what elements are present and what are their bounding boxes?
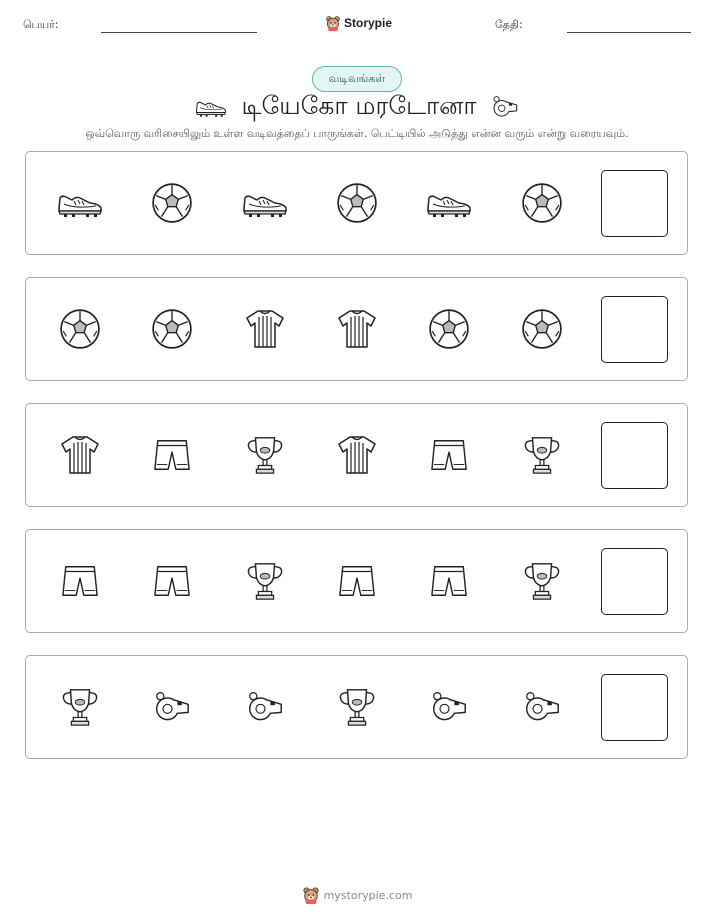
pattern-row-5 bbox=[25, 655, 688, 759]
shoe-icon bbox=[194, 96, 228, 118]
pattern-item bbox=[518, 179, 566, 227]
date-label: தேதி: bbox=[495, 18, 523, 31]
pattern-item bbox=[333, 683, 381, 731]
pattern-item bbox=[241, 305, 289, 353]
whistle-icon bbox=[429, 689, 469, 725]
pattern-item bbox=[148, 683, 196, 731]
trophy-icon bbox=[521, 434, 563, 476]
pattern-item bbox=[425, 557, 473, 605]
pattern-item bbox=[518, 557, 566, 605]
trophy-icon bbox=[244, 434, 286, 476]
pattern-item bbox=[333, 431, 381, 479]
name-label: பெயர்: bbox=[23, 18, 59, 31]
pattern-item bbox=[518, 431, 566, 479]
pattern-item bbox=[56, 179, 104, 227]
answer-box[interactable] bbox=[601, 422, 668, 489]
name-field-line[interactable] bbox=[101, 32, 257, 33]
date-field-line[interactable] bbox=[567, 32, 691, 33]
page-title: டியேகோ மரடோனா bbox=[241, 90, 477, 120]
pattern-item bbox=[56, 557, 104, 605]
shoe-icon bbox=[425, 187, 473, 219]
pattern-item bbox=[241, 683, 289, 731]
pattern-item bbox=[56, 305, 104, 353]
trophy-icon bbox=[59, 686, 101, 728]
pattern-row-2 bbox=[25, 277, 688, 381]
pattern-item bbox=[56, 683, 104, 731]
instruction-text: ஒவ்வொரு வரிசையிலும் உள்ள வடிவத்தைப் பாருங்கள். பெட்டியில் அடுத்து என்ன வரும் என்று வரையவும். bbox=[85, 127, 629, 140]
jersey-icon bbox=[243, 307, 287, 351]
whistle-icon bbox=[522, 689, 562, 725]
pattern-row-3 bbox=[25, 403, 688, 507]
shorts-icon bbox=[59, 562, 101, 600]
shoe-icon bbox=[56, 187, 104, 219]
answer-box[interactable] bbox=[601, 296, 668, 363]
answer-box[interactable] bbox=[601, 674, 668, 741]
footer bbox=[0, 884, 714, 906]
shorts-icon bbox=[428, 562, 470, 600]
pattern-item bbox=[56, 431, 104, 479]
answer-box[interactable] bbox=[601, 548, 668, 615]
ball-icon bbox=[336, 182, 378, 224]
answer-box[interactable] bbox=[601, 170, 668, 237]
brand-logo bbox=[325, 14, 392, 32]
ball-icon bbox=[151, 308, 193, 350]
pattern-item bbox=[425, 305, 473, 353]
pattern-item bbox=[241, 557, 289, 605]
shorts-icon bbox=[151, 436, 193, 474]
pattern-item bbox=[425, 683, 473, 731]
bear-logo-icon bbox=[302, 886, 320, 904]
category-badge: வடிவங்கள் bbox=[312, 66, 402, 92]
jersey-icon bbox=[335, 433, 379, 477]
pattern-item bbox=[241, 179, 289, 227]
ball-icon bbox=[521, 182, 563, 224]
pattern-item bbox=[148, 179, 196, 227]
trophy-icon bbox=[521, 560, 563, 602]
pattern-item bbox=[333, 557, 381, 605]
pattern-row-4 bbox=[25, 529, 688, 633]
shorts-icon bbox=[151, 562, 193, 600]
pattern-item bbox=[148, 431, 196, 479]
pattern-item bbox=[333, 305, 381, 353]
pattern-item bbox=[148, 557, 196, 605]
shorts-icon bbox=[336, 562, 378, 600]
ball-icon bbox=[428, 308, 470, 350]
jersey-icon bbox=[335, 307, 379, 351]
footer-site: mystorypie.com bbox=[323, 888, 413, 902]
whistle-icon bbox=[152, 689, 192, 725]
pattern-item bbox=[425, 179, 473, 227]
bear-logo-icon bbox=[325, 15, 341, 31]
shoe-icon bbox=[241, 187, 289, 219]
trophy-icon bbox=[244, 560, 286, 602]
whistle-icon bbox=[490, 94, 520, 120]
jersey-icon bbox=[58, 433, 102, 477]
brand-name: Storypie bbox=[344, 16, 393, 30]
ball-icon bbox=[521, 308, 563, 350]
pattern-item bbox=[241, 431, 289, 479]
shorts-icon bbox=[428, 436, 470, 474]
pattern-item bbox=[518, 683, 566, 731]
pattern-row-1 bbox=[25, 151, 688, 255]
title-row bbox=[0, 90, 714, 124]
pattern-item bbox=[148, 305, 196, 353]
ball-icon bbox=[151, 182, 193, 224]
trophy-icon bbox=[336, 686, 378, 728]
pattern-item bbox=[518, 305, 566, 353]
whistle-icon bbox=[245, 689, 285, 725]
pattern-item bbox=[333, 179, 381, 227]
worksheet-header bbox=[0, 14, 714, 44]
ball-icon bbox=[59, 308, 101, 350]
pattern-item bbox=[425, 431, 473, 479]
